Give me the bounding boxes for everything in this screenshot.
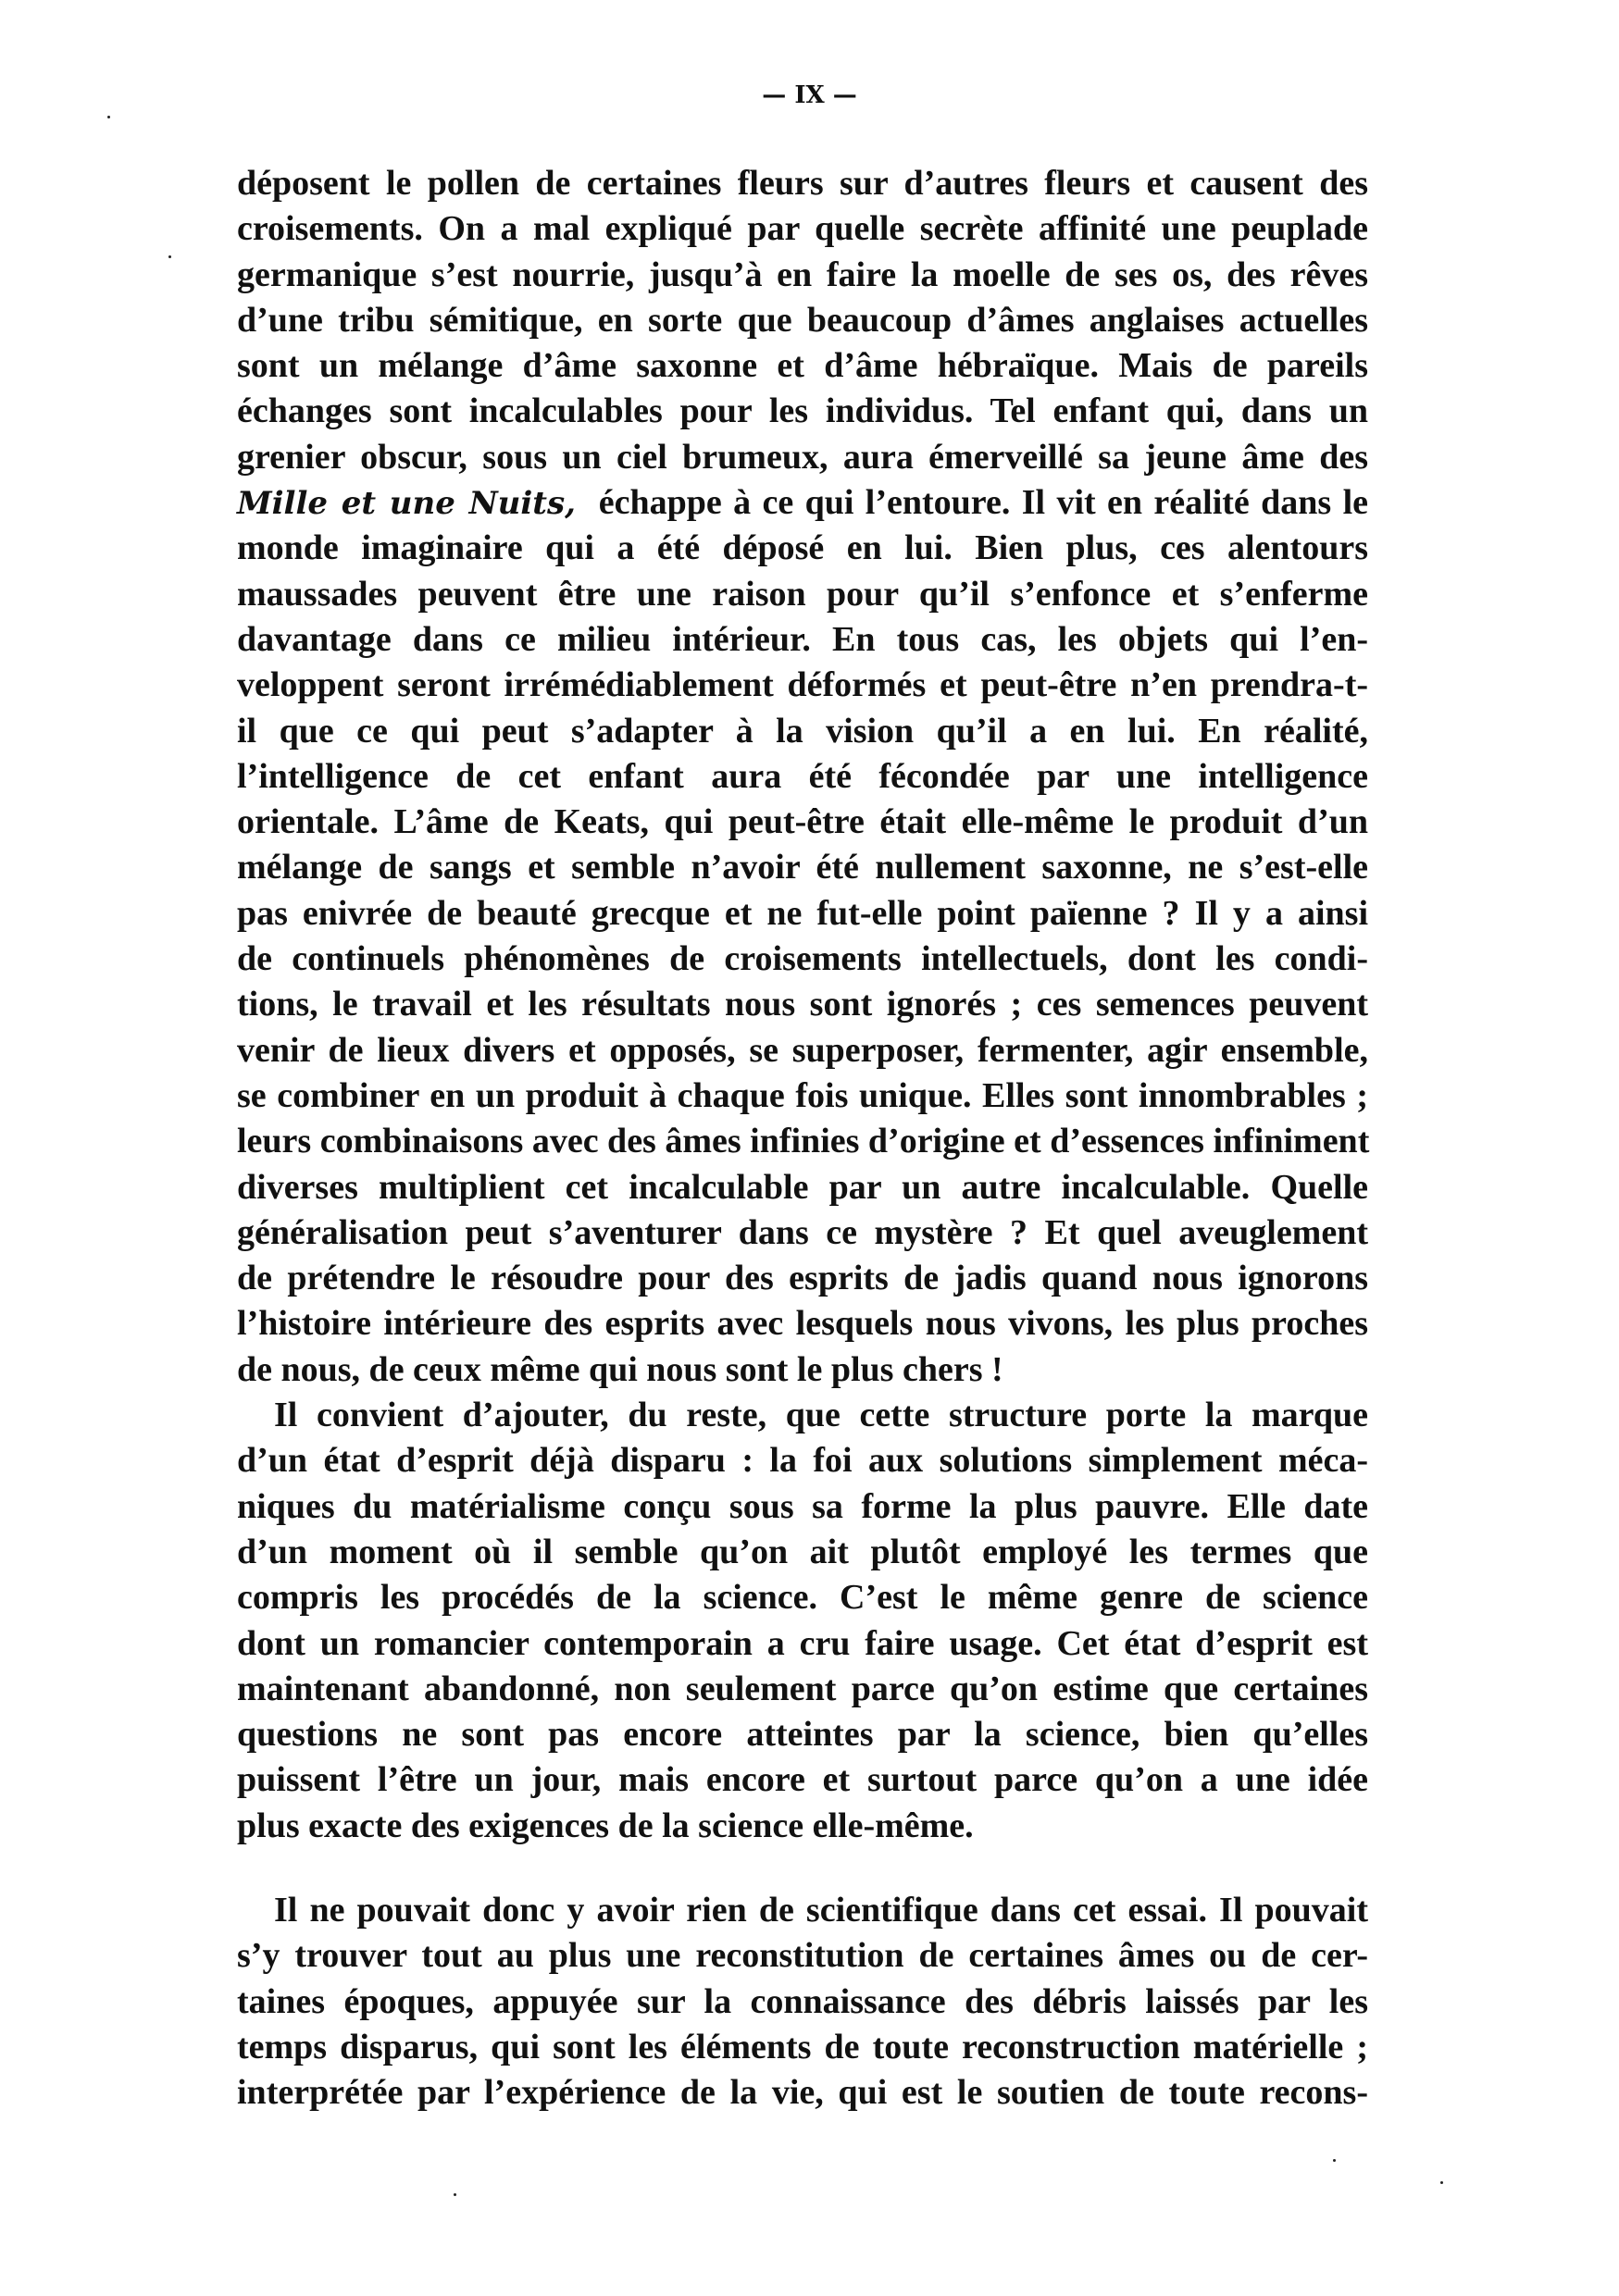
- text-line: temps disparus, qui sont les éléments de toute reconstruction matérielle ;: [237, 2027, 1368, 2066]
- text-line: généralisation peut s’aventurer dans ce mystère ? Et quel aveuglement: [237, 1212, 1368, 1252]
- text-line-rest: échappe à ce qui l’entoure. Il vit en réalité dans le: [598, 483, 1369, 523]
- text-line: d’un état d’esprit déjà disparu : la foi aux solutions simplement méca-: [237, 1441, 1368, 1481]
- text-line: de continuels phénomènes de croisements intellectuels, dont les condi-: [237, 939, 1368, 979]
- paragraph-2: [237, 1393, 1368, 1849]
- text-line: déposent le pollen de certaines fleurs sur d’autres fleurs et causent des: [237, 164, 1368, 203]
- text-line: d’une tribu sémitique, en sorte que beaucoup d’âmes anglaises actuelles: [237, 300, 1368, 340]
- text-line: de nous, de ceux même qui nous sont le plus chers !: [237, 1349, 1003, 1389]
- scan-speck: [1333, 2159, 1336, 2162]
- text-line: l’intelligence de cet enfant aura été fécondée par une intelligence: [237, 756, 1368, 796]
- text-line: Il convient d’ajouter, du reste, que cette structure porte la marque: [274, 1396, 1368, 1435]
- text-line: plus exacte des exigences de la science elle-même.: [237, 1806, 974, 1845]
- text-line: s’y trouver tout au plus une reconstitution de certaines âmes ou de cer-: [237, 1936, 1368, 1976]
- italic-title: Mille et une Nuits,: [237, 485, 576, 523]
- text-line: puissent l’être un jour, mais encore et surtout parce qu’on a une idée: [237, 1760, 1368, 1800]
- text-line: croisements. On a mal expliqué par quelle secrète affinité une peuplade: [237, 209, 1368, 249]
- text-line: l’histoire intérieure des esprits avec lesquels nous vivons, les plus proches: [237, 1304, 1368, 1344]
- text-line: questions ne sont pas encore atteintes par la science, bien qu’elles: [237, 1715, 1368, 1755]
- text-line: tions, le travail et les résultats nous sont ignorés ; ces semences peuvent: [237, 985, 1368, 1024]
- text-line: mélange de sangs et semble n’avoir été nullement saxonne, ne s’est-elle: [237, 848, 1368, 887]
- text-line: venir de lieux divers et opposés, se superposer, fermenter, agir ensemble,: [237, 1030, 1368, 1070]
- text-line: maintenant abandonné, non seulement parce qu’on estime que certaines: [237, 1669, 1368, 1708]
- text-line: monde imaginaire qui a été déposé en lui. Bien plus, ces alentours: [237, 528, 1368, 568]
- scan-speck: [1440, 2181, 1443, 2184]
- text-line: pas enivrée de beauté grecque et ne fut-elle point païenne ? Il y a ainsi: [237, 893, 1368, 933]
- text-line: compris les procédés de la science. C’est le même genre de science: [237, 1578, 1368, 1618]
- text-line: leurs combinaisons avec des âmes infinies d’origine et d’essences infiniment: [237, 1122, 1370, 1161]
- text-line: davantage dans ce milieu intérieur. En tous cas, les objets qui l’en-: [237, 619, 1368, 659]
- text-line: sont un mélange d’âme saxonne et d’âme hébraïque. Mais de pareils: [237, 346, 1368, 386]
- text-line: veloppent seront irrémédiablement déformés et peut-être n’en prendra-t-: [237, 665, 1368, 705]
- text-line: d’un moment où il semble qu’on ait plutôt employé les termes que: [237, 1532, 1368, 1571]
- text-line: échanges sont incalculables pour les individus. Tel enfant qui, dans un: [237, 391, 1368, 431]
- text-line: de prétendre le résoudre pour des esprits de jadis quand nous ignorons: [237, 1259, 1368, 1298]
- text-line: taines époques, appuyée sur la connaissance des débris laissés par les: [237, 1981, 1368, 2021]
- body-text: [237, 161, 1368, 2116]
- scan-speck: [107, 116, 110, 118]
- text-line: diverses multiplient cet incalculable par un autre incalculable. Quelle: [237, 1167, 1368, 1207]
- section-gap: [237, 1849, 1368, 1888]
- scan-speck: [454, 2193, 456, 2196]
- text-line: se combiner en un produit à chaque fois unique. Elles sont innombrables ;: [237, 1075, 1368, 1115]
- text-line: interprétée par l’expérience de la vie, qui est le soutien de toute recons-: [237, 2073, 1368, 2113]
- text-line: [237, 480, 1368, 526]
- text-line: niques du matérialisme conçu sous sa forme la plus pauvre. Elle date: [237, 1486, 1368, 1526]
- text-line: dont un romancier contemporain a cru faire usage. Cet état d’esprit est: [237, 1623, 1368, 1663]
- page-number: — IX —: [762, 81, 857, 109]
- scan-speck: [168, 255, 171, 258]
- text-line: il que ce qui peut s’adapter à la vision qu’il a en lui. En réalité,: [237, 711, 1368, 751]
- text-line: germanique s’est nourrie, jusqu’à en faire la moelle de ses os, des rêves: [237, 254, 1368, 294]
- text-line: Il ne pouvait donc y avoir rien de scientifique dans cet essai. Il pouvait: [274, 1890, 1368, 1930]
- text-line: grenier obscur, sous un ciel brumeux, aura émerveillé sa jeune âme des: [237, 437, 1368, 477]
- paragraph-1: [237, 161, 1368, 1393]
- text-line: orientale. L’âme de Keats, qui peut-être était elle-même le produit d’un: [237, 802, 1368, 842]
- paragraph-3: [237, 1888, 1368, 2116]
- text-line: maussades peuvent être une raison pour qu’il s’enfonce et s’enferme: [237, 574, 1368, 614]
